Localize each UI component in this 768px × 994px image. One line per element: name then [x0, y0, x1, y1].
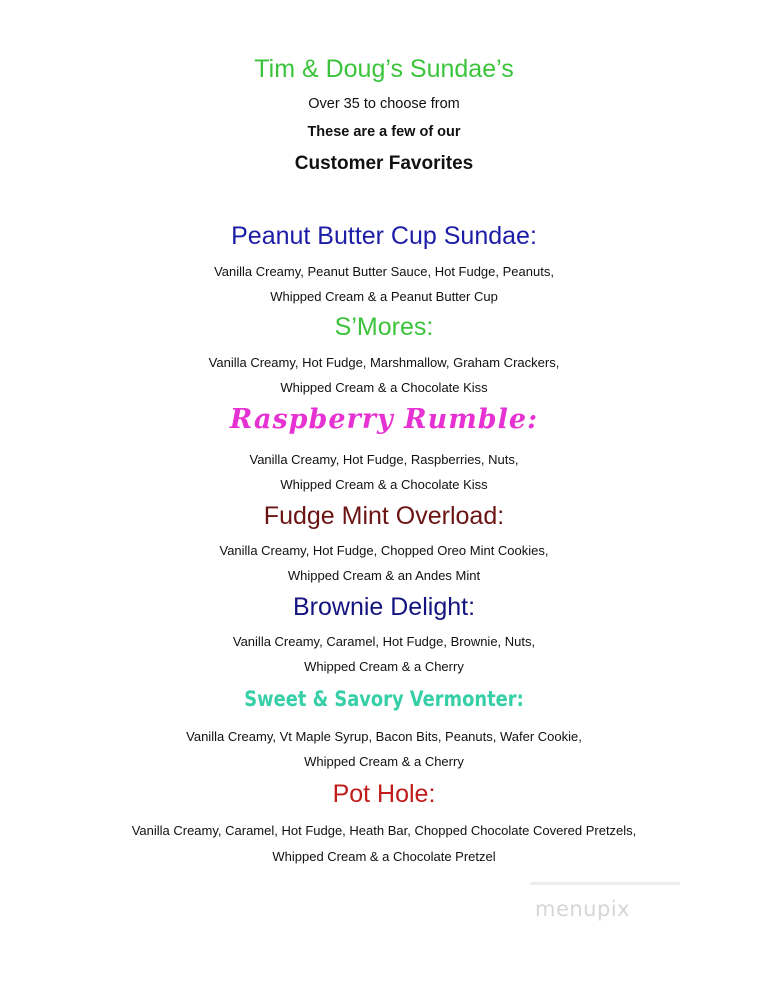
item-name-sweet-savory-vermonter: Sweet & Savory Vermonter:: [244, 687, 524, 711]
menu-heading: Customer Favorites: [294, 153, 474, 174]
item-desc-line1: Vanilla Creamy, Hot Fudge, Marshmallow, Graham Crackers,: [208, 355, 560, 370]
watermark-divider: [530, 882, 680, 885]
item-desc-line2: Whipped Cream & a Chocolate Kiss: [280, 380, 488, 395]
item-name-smores: S’Mores:: [334, 313, 434, 341]
menupix-watermark: menupix: [535, 897, 631, 921]
item-name-brownie-delight: Brownie Delight:: [292, 593, 476, 621]
item-desc-line2: Whipped Cream & a Peanut Butter Cup: [270, 289, 498, 304]
item-desc-line1: Vanilla Creamy, Peanut Butter Sauce, Hot Fudge, Peanuts,: [214, 264, 554, 279]
menu-title: Tim & Doug’s Sundae’s: [254, 55, 514, 83]
item-desc-line2: Whipped Cream & a Cherry: [304, 659, 464, 674]
item-desc-line1: Vanilla Creamy, Hot Fudge, Chopped Oreo Mint Cookies,: [219, 543, 549, 558]
item-name-peanut-butter-cup: Peanut Butter Cup Sundae:: [231, 222, 537, 250]
item-desc-line2: Whipped Cream & an Andes Mint: [287, 568, 481, 583]
item-name-pot-hole: Pot Hole:: [332, 780, 436, 808]
item-desc-line1: Vanilla Creamy, Hot Fudge, Raspberries, Nuts,: [249, 452, 519, 467]
item-desc-line2: Whipped Cream & a Chocolate Kiss: [280, 477, 488, 492]
item-name-fudge-mint-overload: Fudge Mint Overload:: [263, 502, 505, 530]
menu-intro: These are a few of our: [307, 124, 461, 140]
item-name-raspberry-rumble: Raspberry Rumble:: [229, 404, 539, 435]
item-desc-line2: Whipped Cream & a Chocolate Pretzel: [272, 849, 496, 864]
item-desc-line1: Vanilla Creamy, Caramel, Hot Fudge, Brownie, Nuts,: [232, 634, 536, 649]
item-desc-line1: Vanilla Creamy, Vt Maple Syrup, Bacon Bits, Peanuts, Wafer Cookie,: [186, 729, 582, 744]
item-desc-line1: Vanilla Creamy, Caramel, Hot Fudge, Heath Bar, Chopped Chocolate Covered Pretzels,: [131, 823, 637, 838]
menu-subtitle: Over 35 to choose from: [308, 96, 460, 112]
item-desc-line2: Whipped Cream & a Cherry: [304, 754, 464, 769]
